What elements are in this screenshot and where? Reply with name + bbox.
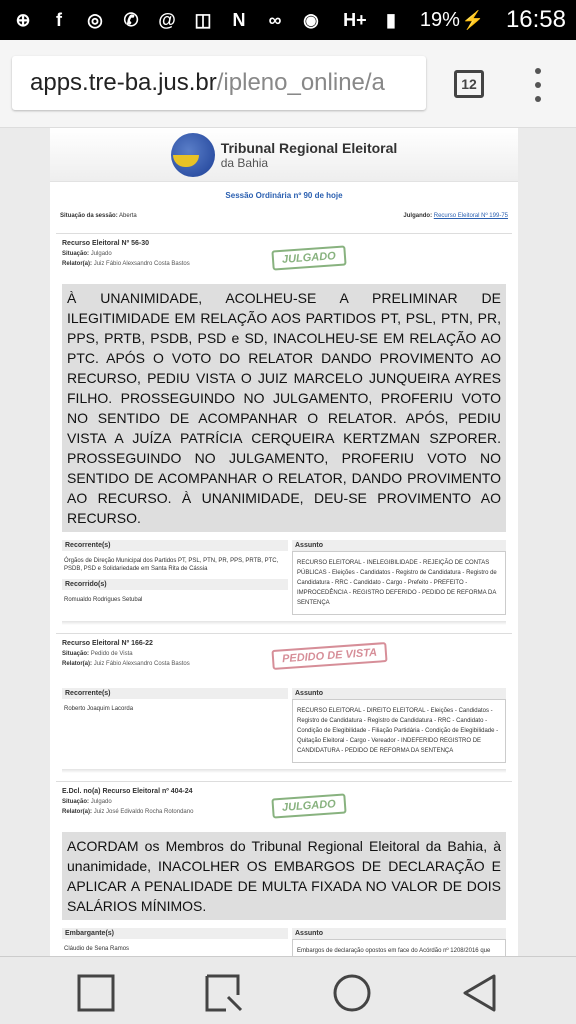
case-card: [56, 233, 512, 625]
party-value: Romualdo Rodrigues Setubal: [64, 597, 143, 603]
antenna-icon: ⊕: [15, 9, 31, 30]
assunto-label: Assunto: [292, 688, 506, 699]
case-title: Recurso Eleitoral Nº 166-22: [62, 640, 153, 647]
browser-toolbar: [0, 40, 576, 128]
situacao-label: Situação:: [62, 651, 90, 657]
back-icon[interactable]: [460, 973, 500, 1013]
case-relator: Juiz Fábio Alexsandro Costa Bastos: [93, 261, 190, 267]
case-card: [56, 633, 512, 773]
party-label: Embargante(s): [62, 928, 288, 939]
case-decision: ACORDAM os Membros do Tribunal Regional Eleitoral da Bahia, à unanimidade, INACOLHER OS EMBARGOS DE DECLARAÇÃO E APLICAR A PENALIDADE DE MULTA FIXADA NO VALOR DE DOIS SALÁRIOS MÍNIMOS.: [62, 832, 506, 920]
session-info: [50, 207, 518, 225]
status-bar: [0, 0, 576, 40]
session-title: Sessão Ordinária nº 90 de hoje: [225, 191, 343, 200]
site-title-line2: da Bahia: [220, 155, 269, 170]
whatsapp-icon: ✆: [123, 9, 139, 30]
party-label: Recorrente(s): [62, 540, 288, 551]
home-icon[interactable]: [332, 973, 372, 1013]
notification-icon: N: [232, 9, 246, 30]
case-title: E.Dcl. no(a) Recurso Eleitoral nº 404-24: [62, 788, 193, 795]
page-content: [0, 128, 576, 956]
tre-logo-icon: [171, 133, 215, 177]
case-relator: Juiz Fábio Alexsandro Costa Bastos: [93, 661, 190, 667]
voicemail-icon: ∞: [268, 9, 282, 30]
app-icon: ◫: [194, 9, 212, 30]
url-host: apps.tre-ba.jus.br: [30, 69, 217, 96]
julgando-link[interactable]: Recurso Eleitoral Nº 199-75: [433, 213, 508, 219]
party-value: Cláudio de Sena Ramos: [64, 946, 130, 952]
battery-percent: 19%: [419, 8, 460, 31]
julgando-label: Julgando:: [403, 213, 433, 219]
case-title: Recurso Eleitoral Nº 56-30: [62, 240, 149, 247]
status-stamp: PEDIDO DE VISTA: [271, 642, 387, 670]
relator-label: Relator(a):: [62, 661, 93, 667]
party-value: Órgãos de Direção Municipal dos Partidos PT, PSL, PTN, PR, PPS, PRTB, PTC, PSDB, PSD e Solidariedade em Santa Rita de Cássia: [64, 558, 279, 572]
situacao-value: Aberta: [119, 213, 137, 219]
site-title-line1: Tribunal Regional Eleitoral: [220, 139, 398, 156]
recent-apps-icon[interactable]: [76, 973, 116, 1013]
page-body: [50, 128, 518, 956]
party-value: Roberto Joaquim Lacorda: [64, 706, 134, 712]
party-label: Recorrido(s): [62, 579, 288, 590]
chrome-icon: ◉: [303, 9, 319, 30]
situacao-label: Situação:: [62, 251, 90, 257]
android-nav-bar: [0, 956, 576, 1024]
network-hplus-icon: H+: [343, 9, 367, 30]
case-situacao: Pedido de Vista: [90, 651, 133, 657]
case-situacao: Julgado: [90, 799, 112, 805]
site-title: [221, 140, 398, 170]
messenger-icon: ◎: [87, 9, 103, 30]
relator-label: Relator(a):: [62, 261, 93, 267]
relator-label: Relator(a):: [62, 809, 93, 815]
site-header: [50, 128, 518, 182]
signal-icon: ▮: [385, 9, 396, 30]
case-relator: Juiz José Edivaldo Rocha Rotondano: [93, 809, 194, 815]
case-situacao: Julgado: [90, 251, 112, 257]
battery-charging-icon: ⚡: [461, 9, 485, 30]
assunto-value: RECURSO ELEITORAL - DIREITO ELEITORAL - Eleições - Candidatos - Registro de Candidatura - Registro de Candidatura - RRC - Candidato - Condição de Elegibilidade - Filiação Partidária - Condição de Elegibilidade - Quitação Eleitoral - Cargo - Vereador - INDEFERIDO REGISTRO DE CANDIDATURA - PEDIDO DE REFORMA DA SENTENÇA: [292, 699, 506, 763]
case-decision: À UNANIMIDADE, ACOLHEU-SE A PRELIMINAR DE ILEGITIMIDADE EM RELAÇÃO AOS PARTIDOS PT, PSL, PTN, PR, PPS, PRTB, PSDB, PSD e SD, INACOLHEU-SE EM RELAÇÃO AO PTC. APÓS O VOTO DO RELATOR DANDO PROVIMENTO AO RECURSO, PEDIU VISTA O JUIZ MARCELO JUNQUEIRA AYRES FILHO. PROSSEGUINDO NO JULGAMENTO, PROFERIU VOTO NO SENTIDO DE ACOMPANHAR O RELATOR. APÓS, PEDIU VISTA A JUÍZA PATRÍCIA CERQUEIRA KERTZMAN SZPORER. PROSSEGUINDO NO JULGAMENTO, PROFERIU VOTO NO SENTIDO DE ACOMPANHAR O RELATOR, DANDO PROVIMENTO AO RECURSO. À UNANIMIDADE, DEU-SE PROVIMENTO AO RECURSO.: [62, 284, 506, 532]
situacao-label: Situação:: [62, 799, 90, 805]
url-path: /ipleno_online/a: [216, 69, 385, 96]
assunto-value: Embargos de declaração opostos em face do Acórdão nº 1208/2016 que: [292, 939, 506, 973]
assunto-label: Assunto: [292, 928, 506, 939]
url-bar[interactable]: [12, 56, 426, 110]
assunto-value: RECURSO ELEITORAL - INELEGIBILIDADE - REJEIÇÃO DE CONTAS PÚBLICAS - Eleições - Candidatos - Registro de Candidatura - Registro de Candidatura - RRC - Candidato - Cargo - Prefeito - PREFEITO - IMPROCEDÊNCIA - REGISTRO DEFERIDO - PEDIDO DE REFORMA DA SENTENÇA: [292, 551, 506, 615]
case-card: [56, 781, 512, 973]
clock: 16:58: [505, 6, 566, 33]
facebook-icon: f: [56, 9, 62, 30]
party-label: Recorrente(s): [62, 688, 288, 699]
assunto-label: Assunto: [292, 540, 506, 551]
email-icon: @: [158, 9, 176, 30]
status-stamp: JULGADO: [271, 245, 346, 270]
tab-switcher-button[interactable]: 12: [454, 70, 484, 98]
status-stamp: JULGADO: [271, 793, 346, 818]
overflow-menu-icon[interactable]: [532, 68, 544, 102]
screen-search-icon[interactable]: [204, 973, 244, 1013]
situacao-label: Situação da sessão:: [60, 213, 118, 219]
